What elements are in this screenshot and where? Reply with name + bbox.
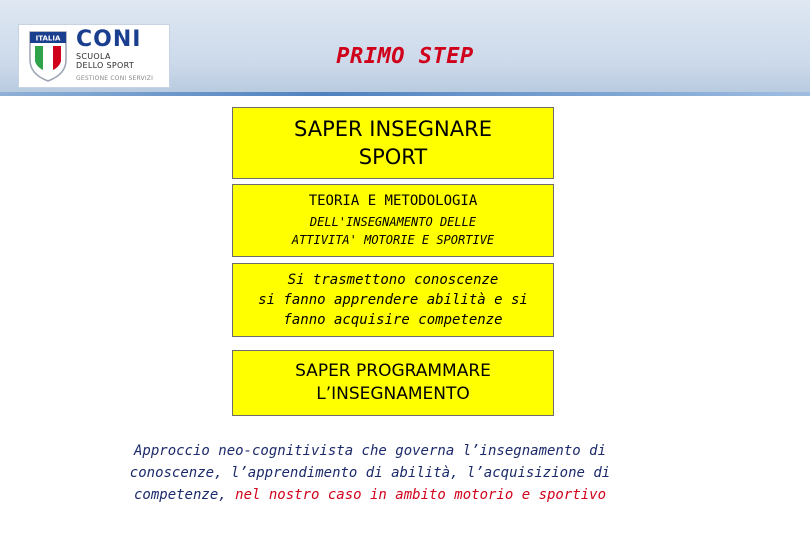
box4-line1: SAPER PROGRAMMARE	[295, 361, 491, 381]
approach-line2: conoscenze, l’apprendimento di abilità, l’acquisizione di	[129, 465, 611, 481]
approach-line3-start: competenze,	[133, 487, 236, 503]
shield-label: ITALIA	[35, 34, 61, 43]
box4-line2: L’INSEGNAMENTO	[316, 384, 470, 404]
box-trasmissione	[232, 263, 554, 337]
logo-subtitle-3: GESTIONE CONI SERVIZI	[76, 75, 154, 82]
approach-description	[100, 440, 640, 506]
header-divider	[0, 92, 810, 96]
box2-line3: ATTIVITA' MOTORIE E SPORTIVE	[291, 233, 495, 247]
approach-line3	[100, 484, 640, 506]
box-saper-programmare	[232, 350, 554, 416]
approach-highlight: nel nostro caso in ambito motorio e sportivo	[235, 487, 607, 503]
box1-line2: SPORT	[358, 145, 428, 169]
box3-line2: si fanno apprendere abilità e si	[258, 292, 528, 308]
box3-line3: fanno acquisire competenze	[283, 312, 503, 328]
logo-subtitle-2: DELLO SPORT	[76, 61, 135, 70]
box2-line2: DELL'INSEGNAMENTO DELLE	[309, 215, 477, 229]
box2-line1: TEORIA E METODOLOGIA	[308, 193, 478, 209]
logo-coni-text: CONI	[76, 27, 142, 52]
box-saper-insegnare	[232, 107, 554, 179]
box3-line1: Si trasmettono conoscenze	[287, 272, 499, 288]
logo-subtitle-1: SCUOLA	[76, 52, 111, 61]
slide-title: PRIMO STEP	[336, 44, 474, 69]
approach-line1: Approccio neo-cognitivista che governa l’insegnamento di	[133, 443, 606, 459]
box1-line1: SAPER INSEGNARE	[294, 117, 492, 141]
box-teoria-metodologia	[232, 184, 554, 257]
